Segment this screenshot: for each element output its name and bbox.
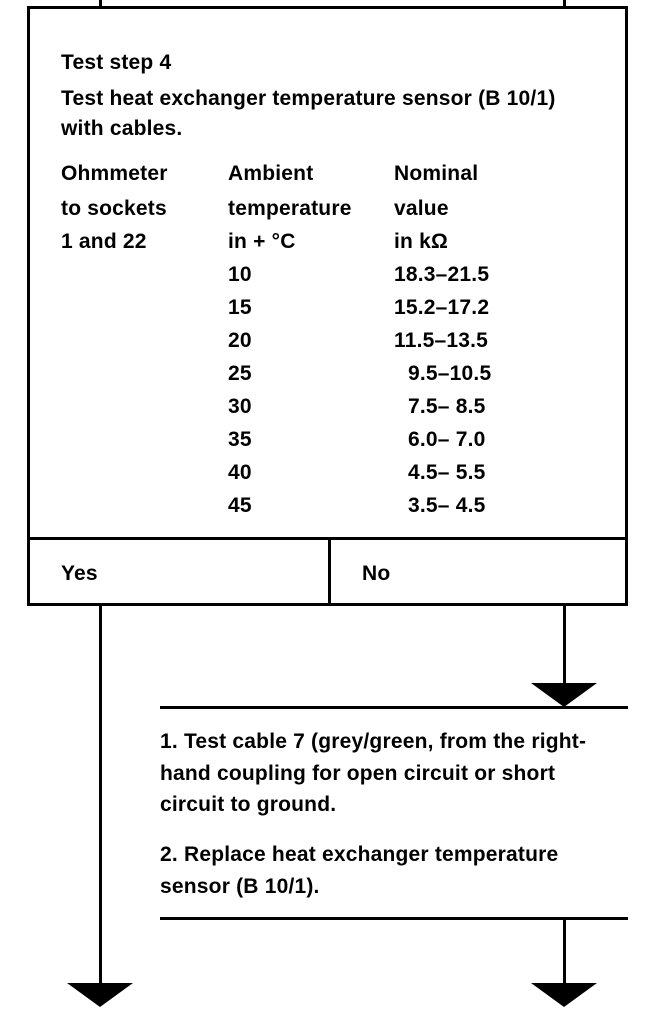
ohmmeter-header-line3: 1 and 22 [61, 230, 147, 253]
yes-no-divider [328, 537, 331, 606]
temperature-cell: 10 [228, 263, 252, 286]
temperature-cell: 35 [228, 428, 252, 451]
no-arrow-down-icon [531, 683, 597, 707]
resistance-cell: 18.3–21.5 [394, 263, 490, 286]
remedy-top-rule [160, 706, 628, 709]
temperature-header-line3: in + °C [228, 230, 296, 253]
yes-path-line [99, 606, 102, 984]
resistance-cell: 3.5– 4.5 [408, 494, 486, 517]
no-path-line [563, 606, 566, 684]
resistance-cell: 9.5–10.5 [408, 362, 492, 385]
temperature-cell: 20 [228, 329, 252, 352]
nominal-header-line1: Nominal [394, 162, 479, 185]
temperature-header-line2: temperature [228, 197, 352, 220]
no-label: No [362, 562, 391, 585]
temperature-cell: 45 [228, 494, 252, 517]
resistance-cell: 15.2–17.2 [394, 296, 490, 319]
test-step-description-line1: Test heat exchanger temperature sensor (B 10/1) [61, 87, 556, 110]
yes-arrow-down-icon [67, 983, 133, 1007]
remedy-exit-line [563, 920, 566, 984]
nominal-header-line2: value [394, 197, 449, 220]
yes-label: Yes [61, 562, 98, 585]
remedy-item2-line1: 2. Replace heat exchanger temperature [160, 843, 559, 866]
ohmmeter-header-line1: Ohmmeter [61, 162, 168, 185]
remedy-item1-line2: hand coupling for open circuit or short [160, 762, 556, 785]
test-step-title: Test step 4 [61, 51, 172, 74]
temperature-header-line1: Ambient [228, 162, 314, 185]
resistance-cell: 11.5–13.5 [394, 329, 489, 352]
nominal-header-line3: in kΩ [394, 230, 449, 253]
resistance-cell: 4.5– 5.5 [408, 461, 486, 484]
ohmmeter-header-line2: to sockets [61, 197, 167, 220]
test-step-description-line2: with cables. [61, 117, 183, 140]
remedy-bottom-rule [160, 917, 628, 920]
remedy-exit-arrow-down-icon [531, 983, 597, 1007]
remedy-item2-line2: sensor (B 10/1). [160, 875, 320, 898]
temperature-cell: 15 [228, 296, 252, 319]
temperature-cell: 40 [228, 461, 252, 484]
remedy-item1-line1: 1. Test cable 7 (grey/green, from the right- [160, 730, 587, 753]
resistance-cell: 6.0– 7.0 [408, 428, 486, 451]
resistance-cell: 7.5– 8.5 [408, 395, 486, 418]
temperature-cell: 30 [228, 395, 252, 418]
remedy-item1-line3: circuit to ground. [160, 793, 337, 816]
temperature-cell: 25 [228, 362, 252, 385]
